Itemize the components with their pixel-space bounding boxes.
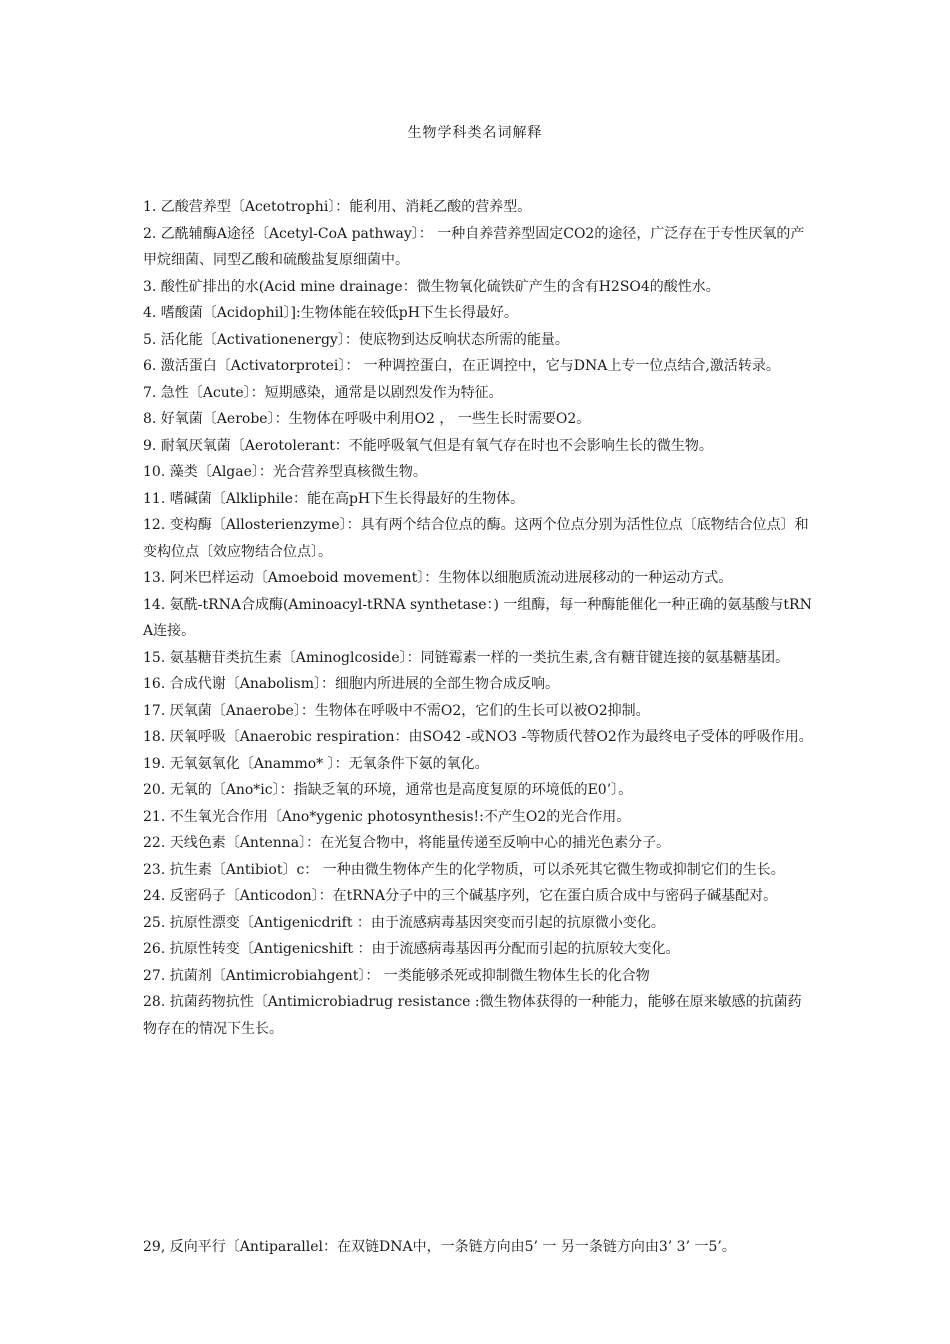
- glossary-entry-19: 19. 无氧氨氧化〔Anammo* 〕：无氧条件下氨的氧化。: [143, 755, 489, 772]
- glossary-entry-24: 24. 反密码子〔Anticodon〕：在tRNA分子中的三个碱基序列，它在蛋白质合成中与密码子碱基配对。: [143, 888, 778, 904]
- glossary-entry-12: 12. 变构酶〔Allosterienzyme〕：具有两个结合位点的酶。这两个位点分别为活性位点〔底物结合位点〕和变构位点〔效应物结合位点〕。: [143, 517, 809, 560]
- glossary-entry-26: 26. 抗原性转变〔Antigenicshift ：由于流感病毒基因再分配而引起的抗原较大变化。: [143, 941, 680, 957]
- glossary-entry-17: 17. 厌氧菌〔Anaerobe〕：生物体在呼吸中不需O2，它们的生长可以被O2抑制。: [143, 702, 650, 719]
- glossary-entry-6: 6. 激活蛋白〔Activatorprotei〕： 一种调控蛋白，在正调控中，它与DNA上专一位点结合,激活转录。: [143, 358, 780, 374]
- glossary-entry-14: 14. 氨酰-tRNA合成酶(Aminoacyl-tRNA synthetase：) 一组酶，每一种酶能催化一种正确的氨基酸与tRNA连接。: [143, 596, 812, 639]
- glossary-entry-25: 25. 抗原性漂变〔Antigenicdrift ：由于流感病毒基因突变而引起的抗原微小变化。: [143, 914, 665, 931]
- glossary-entry-23: 23. 抗生素〔Antibiot〕c： 一种由微生物体产生的化学物质，可以杀死其它微生物或抑制它们的生长。: [143, 861, 785, 878]
- glossary-entry-10: 10. 藻类〔Algae〕：光合营养型真核微生物。: [143, 464, 427, 480]
- glossary-entry-28: 28. 抗菌药物抗性〔Antimicrobiadrug resistance :微生物体获得的一种能力，能够在原来敏感的抗菌药物存在的情况下生长。: [143, 994, 802, 1037]
- glossary-entry-2: 2. 乙酰辅酶A途径〔Acetyl-CoA pathway〕： 一种自养营养型固定CO2的途径，广泛存在于专性厌氧的产甲烷细菌、同型乙酸和硫酸盐复原细菌中。: [143, 225, 805, 268]
- glossary-entry-7: 7. 急性〔Acute〕：短期感染，通常是以剧烈发作为特征。: [143, 384, 503, 401]
- glossary-entry-4: 4. 嗜酸菌〔Acidophil〕]:生物体能在较低pH下生长得最好。: [143, 305, 518, 321]
- glossary-entry-21: 21. 不生氧光合作用〔Ano*ygenic photosynthesis!:不产生O2的光合作用。: [143, 808, 631, 825]
- glossary-entry-16: 16. 合成代谢〔Anabolism〕：细胞内所进展的全部生物合成反响。: [143, 676, 559, 692]
- glossary-entry-13: 13. 阿米巴样运动〔Amoeboid movement〕：生物体以细胞质流动进展移动的一种运动方式。: [143, 570, 733, 586]
- glossary-entry-9: 9. 耐氧厌氧菌〔Aerotolerant：不能呼吸氧气但是有氧气存在时也不会影响生长的微生物。: [143, 437, 713, 454]
- glossary-list: [143, 194, 815, 1042]
- glossary-entry-22: 22. 天线色素〔Antenna〕：在光复合物中，将能量传递至反响中心的捕光色素分子。: [143, 835, 671, 851]
- glossary-entry-3: 3. 酸性矿排出的水(Acid mine drainage：微生物氧化硫铁矿产生的含有H2SO4的酸性水。: [143, 278, 720, 295]
- document-title: 生物学科类名词解释: [407, 125, 543, 141]
- glossary-entry-20: 20. 无氧的〔Ano*ic〕：指缺乏氧的环境，通常也是高度复原的环境低的E0’〕。: [143, 782, 633, 798]
- glossary-entry-5: 5. 活化能〔Activationenergy〕：使底物到达反响状态所需的能量。: [143, 331, 569, 348]
- glossary-entry-27: 27. 抗菌剂〔Antimicrobiahgent〕： 一类能够杀死或抑制微生物体生长的化合物: [143, 967, 650, 984]
- glossary-entry-1: 1. 乙酸营养型〔Acetotrophi〕：能利用、消耗乙酸的营养型。: [143, 199, 532, 215]
- glossary-entry-8: 8. 好氧菌〔Aerobe〕：生物体在呼吸中利用O2 ， 一些生长时需要O2。: [143, 411, 591, 427]
- glossary-entry-29: 29, 反向平行〔Antiparallel：在双链DNA中，一条链方向由5’ 一 另一条链方向由3’ 3’ 一5’。: [143, 1239, 736, 1255]
- glossary-entry-11: 11. 嗜碱菌〔Alkliphile：能在高pH下生长得最好的生物体。: [143, 490, 525, 507]
- glossary-entry-18: 18. 厌氧呼吸〔Anaerobic respiration：由SO42 -或NO3 -等物质代替O2作为最终电子受体的呼吸作用。: [143, 729, 813, 745]
- glossary-entry-15: 15. 氨基糖苷类抗生素〔Aminoglcoside〕：同链霉素一样的一类抗生素,含有糖苷键连接的氨基糖基团。: [143, 649, 790, 666]
